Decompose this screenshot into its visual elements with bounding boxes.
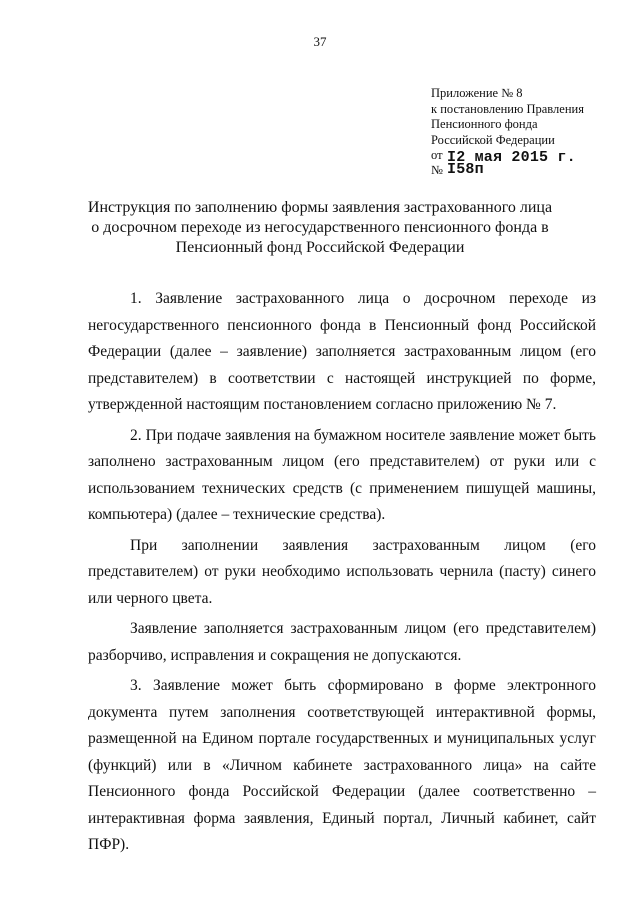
appendix-fund-line: Пенсионного фонда <box>431 117 538 131</box>
page-number: 37 <box>313 34 327 49</box>
date-stamp: I2 мая 2015 г. <box>447 149 576 166</box>
paragraph-2: 2. При подаче заявления на бумажном носителе заявление может быть заполнено застрахованным лицом (его представителем) от руки или с использованием технических средств (с применением пишущей машины, компьютера) (далее – технические средства). <box>88 426 596 523</box>
appendix-resolution-line: к постановлению Правления <box>431 101 584 116</box>
number-stamp: I58п <box>447 161 484 178</box>
appendix-federation-line: Российской Федерации <box>431 132 555 147</box>
document-title <box>60 198 580 258</box>
paragraph-4: Заявление заполняется застрахованным лицом (его представителем) разборчиво, исправления и сокращения не допускаются. <box>88 620 596 664</box>
paragraph-3: При заполнении заявления застрахованным лицом (его представителем) от руки необходимо использовать чернила (пасту) синего или черного цвета. <box>88 536 596 607</box>
instruction-body <box>88 286 596 859</box>
title-line-2: о досрочном переходе из негосударственного пенсионного фонда в <box>91 219 549 236</box>
number-prefix: № <box>431 163 443 177</box>
appendix-title: Приложение № 8 <box>431 86 523 100</box>
title-line-1: Инструкция по заполнению формы заявления застрахованного лица <box>87 199 553 216</box>
paragraph-5: 3. Заявление может быть сформировано в форме электронного документа путем заполнения соответствующей интерактивной формы, размещенной на Едином портале государственных и муниципальных услуг (функций) или в «Личном кабинете застрахованного лица» на сайте Пенсионного фонда Российской Федерации (далее соответственно – интерактивная форма заявления, Единый портал, Личный кабинет, сайт ПФР). <box>88 677 596 853</box>
date-prefix: от <box>431 148 443 162</box>
title-line-3: Пенсионный фонд Российской Федерации <box>175 239 465 256</box>
paragraph-1: 1. Заявление застрахованного лица о досрочном переходе из негосударственного пенсионного фонда в Пенсионный фонд Российской Федерации (далее – заявление) заполняется застрахованным лицом (его представителем) в соответствии с настоящей инструкцией по форме, утвержденной настоящим постановлением согласно приложению № 7. <box>88 290 596 413</box>
appendix-block <box>431 86 631 178</box>
